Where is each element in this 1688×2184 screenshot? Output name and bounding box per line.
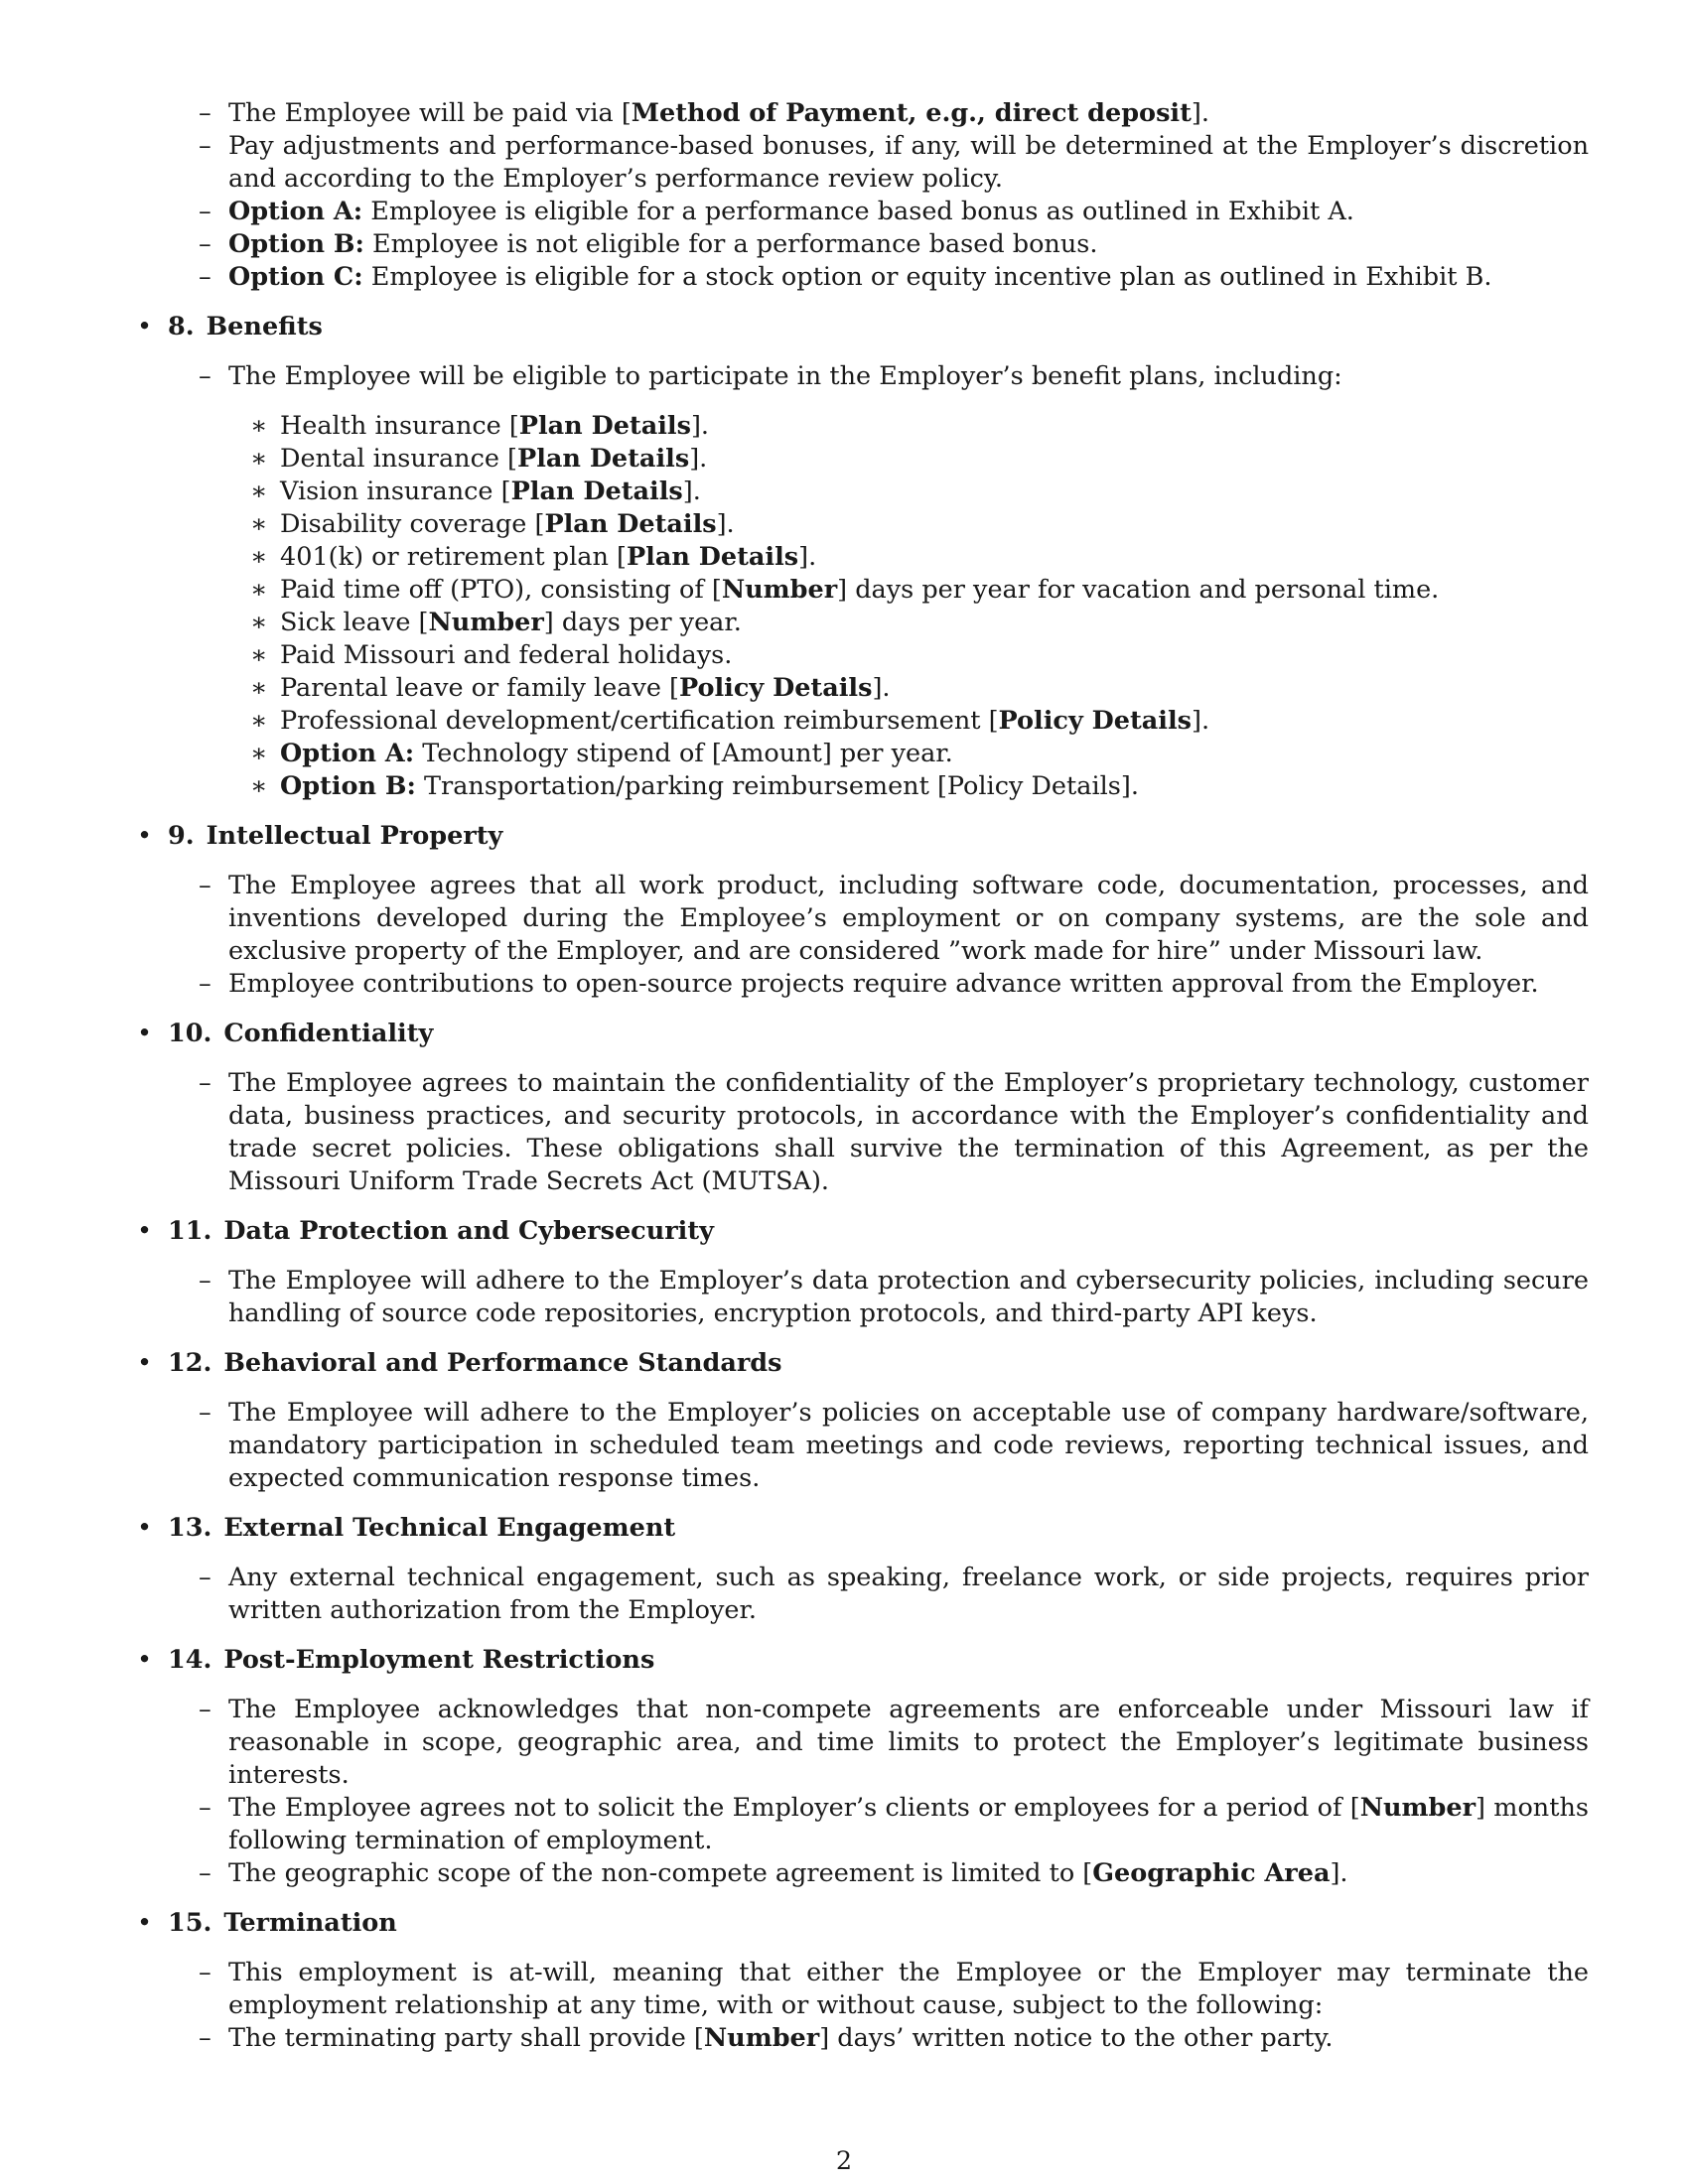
- benefit-item: ∗ Disability coverage [Plan Details].: [133, 508, 1589, 541]
- section-heading: • 11. Data Protection and Cybersecurity: [133, 1215, 1589, 1248]
- document-page: [133, 97, 1589, 2055]
- section-external-engagement: [133, 1512, 1589, 1627]
- section-confidentiality: [133, 1018, 1589, 1198]
- page-number: 2: [835, 2146, 853, 2176]
- benefit-item: ∗ Health insurance [Plan Details].: [133, 410, 1589, 443]
- list-item: – The geographic scope of the non-compete agreement is limited to [Geographic Area].: [133, 1857, 1589, 1890]
- benefit-item: ∗ Paid time off (PTO), consisting of [Number] days per year for vacation and personal time.: [133, 574, 1589, 607]
- list-item: – Pay adjustments and performance-based bonuses, if any, will be determined at the Employer’s discretion and according to the Employer’s performance review policy.: [133, 130, 1589, 196]
- list-item: – This employment is at-will, meaning that either the Employee or the Employer may terminate the employment relationship at any time, with or without cause, subject to the following:: [133, 1957, 1589, 2022]
- section-heading: • 9. Intellectual Property: [133, 820, 1589, 853]
- section-items: [133, 1562, 1589, 1627]
- section-heading: • 15. Termination: [133, 1907, 1589, 1940]
- list-item: – Option A: Employee is eligible for a performance based bonus as outlined in Exhibit A.: [133, 196, 1589, 228]
- list-item: – The terminating party shall provide [Number] days’ written notice to the other party.: [133, 2022, 1589, 2055]
- section-intellectual-property: [133, 820, 1589, 1001]
- section-items: [133, 1694, 1589, 1890]
- benefit-item: ∗ Parental leave or family leave [Policy Details].: [133, 672, 1589, 705]
- benefit-item: ∗ Sick leave [Number] days per year.: [133, 607, 1589, 639]
- benefits-list: [133, 360, 1589, 393]
- benefit-item: ∗ Vision insurance [Plan Details].: [133, 476, 1589, 508]
- benefit-item: ∗ Paid Missouri and federal holidays.: [133, 639, 1589, 672]
- section-items: [133, 1067, 1589, 1198]
- list-item: – The Employee will be paid via [Method of Payment, e.g., direct deposit].: [133, 97, 1589, 130]
- list-item: – Option C: Employee is eligible for a stock option or equity incentive plan as outlined in Exhibit B.: [133, 261, 1589, 294]
- list-item: – The Employee acknowledges that non-compete agreements are enforceable under Missouri law if reasonable in scope, geographic area, and time limits to protect the Employer’s legitimate business interests.: [133, 1694, 1589, 1792]
- section-heading: • 8. Benefits: [133, 311, 1589, 343]
- benefit-item: ∗ Dental insurance [Plan Details].: [133, 443, 1589, 476]
- section-items: [133, 1957, 1589, 2055]
- section-termination: [133, 1907, 1589, 2055]
- benefit-item: ∗ Option B: Transportation/parking reimbursement [Policy Details].: [133, 770, 1589, 803]
- list-item: – The Employee agrees that all work product, including software code, documentation, processes, and inventions developed during the Employee’s employment or on company systems, are the sole and exclusive property of the Employer, and are considered ”work made for hire” under Missouri law.: [133, 870, 1589, 968]
- section-data-protection: [133, 1215, 1589, 1330]
- list-item: – The Employee will be eligible to participate in the Employer’s benefit plans, including:: [133, 360, 1589, 393]
- section-heading: • 12. Behavioral and Performance Standards: [133, 1347, 1589, 1380]
- benefit-item: ∗ 401(k) or retirement plan [Plan Details].: [133, 541, 1589, 574]
- section-items: [133, 1397, 1589, 1495]
- section-heading: • 10. Confidentiality: [133, 1018, 1589, 1050]
- benefit-item: ∗ Professional development/certification reimbursement [Policy Details].: [133, 705, 1589, 738]
- list-item: – The Employee agrees not to solicit the Employer’s clients or employees for a period of [Number] months following termination of employment.: [133, 1792, 1589, 1857]
- section-post-employment: [133, 1644, 1589, 1890]
- list-item: – The Employee will adhere to the Employer’s data protection and cybersecurity policies, including secure handling of source code repositories, encryption protocols, and third-party API keys.: [133, 1265, 1589, 1330]
- payment-items: [133, 97, 1589, 294]
- section-items: [133, 1265, 1589, 1330]
- section-heading: • 14. Post-Employment Restrictions: [133, 1644, 1589, 1677]
- section-items: [133, 870, 1589, 1001]
- section-heading: • 13. External Technical Engagement: [133, 1512, 1589, 1545]
- list-item: – The Employee agrees to maintain the confidentiality of the Employer’s proprietary technology, customer data, business practices, and security protocols, in accordance with the Employer’s confidentiality and trade secret policies. These obligations shall survive the termination of this Agreement, as per the Missouri Uniform Trade Secrets Act (MUTSA).: [133, 1067, 1589, 1198]
- section-behavioral-standards: [133, 1347, 1589, 1495]
- list-item: – The Employee will adhere to the Employer’s policies on acceptable use of company hardware/software, mandatory participation in scheduled team meetings and code reviews, reporting technical issues, and expected communication response times.: [133, 1397, 1589, 1495]
- benefit-item: ∗ Option A: Technology stipend of [Amount] per year.: [133, 738, 1589, 770]
- list-item: – Option B: Employee is not eligible for a performance based bonus.: [133, 228, 1589, 261]
- benefit-items: [133, 410, 1589, 803]
- section-benefits: [133, 311, 1589, 803]
- list-item: – Any external technical engagement, such as speaking, freelance work, or side projects, requires prior written authorization from the Employer.: [133, 1562, 1589, 1627]
- list-item: – Employee contributions to open-source projects require advance written approval from the Employer.: [133, 968, 1589, 1001]
